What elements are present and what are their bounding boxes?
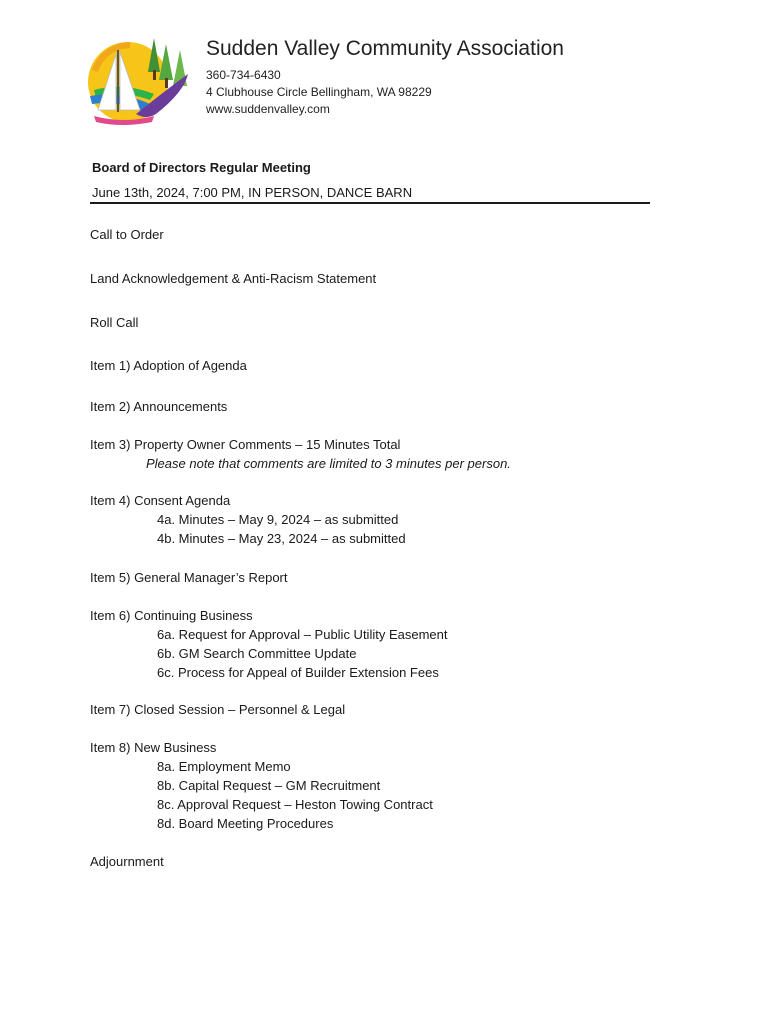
agenda-item-label: Item 6) Continuing Business bbox=[90, 608, 253, 623]
agenda-subitem: 8b. Capital Request – GM Recruitment bbox=[157, 778, 381, 793]
agenda-subitem: 8d. Board Meeting Procedures bbox=[157, 816, 334, 831]
agenda-subitem: 6a. Request for Approval – Public Utility Easement bbox=[157, 627, 448, 642]
agenda-subitem: 6b. GM Search Committee Update bbox=[157, 646, 357, 661]
website-url: www.suddenvalley.com bbox=[206, 102, 330, 116]
agenda-item-label: Item 1) Adoption of Agenda bbox=[90, 358, 247, 373]
agenda-item bbox=[90, 492, 406, 549]
agenda-item bbox=[90, 270, 376, 289]
organization-logo bbox=[84, 34, 194, 128]
agenda-item bbox=[90, 314, 138, 333]
agenda-item bbox=[90, 569, 288, 588]
agenda-item-label: Adjournment bbox=[90, 854, 164, 869]
agenda-item bbox=[90, 436, 511, 474]
meeting-details: June 13th, 2024, 7:00 PM, IN PERSON, DANCE BARN bbox=[92, 185, 413, 200]
agenda-item bbox=[90, 701, 345, 720]
agenda-item-label: Roll Call bbox=[90, 315, 139, 330]
contact-block bbox=[206, 67, 432, 118]
agenda-item-label: Item 7) Closed Session – Personnel & Legal bbox=[90, 702, 346, 717]
meeting-title: Board of Directors Regular Meeting bbox=[92, 160, 311, 175]
phone-number: 360-734-6430 bbox=[206, 68, 281, 82]
agenda-item bbox=[90, 739, 433, 834]
agenda-subitem: 6c. Process for Appeal of Builder Extension Fees bbox=[157, 665, 439, 680]
agenda-subitem: 8a. Employment Memo bbox=[157, 759, 291, 774]
agenda-item-label: Call to Order bbox=[90, 227, 164, 242]
agenda-item bbox=[90, 607, 447, 683]
agenda-item bbox=[90, 357, 247, 376]
agenda-item bbox=[90, 226, 164, 245]
agenda-item-note: Please note that comments are limited to 3 minutes per person. bbox=[146, 456, 511, 471]
agenda-item-label: Item 8) New Business bbox=[90, 740, 217, 755]
agenda-item-label: Land Acknowledgement & Anti-Racism Statement bbox=[90, 271, 377, 286]
street-address: 4 Clubhouse Circle Bellingham, WA 98229 bbox=[206, 85, 432, 99]
organization-name: Sudden Valley Community Association bbox=[206, 37, 564, 60]
header-divider bbox=[90, 202, 650, 204]
agenda-item-label: Item 3) Property Owner Comments – 15 Minutes Total bbox=[90, 437, 401, 452]
agenda-item bbox=[90, 853, 164, 872]
agenda-item-label: Item 4) Consent Agenda bbox=[90, 493, 231, 508]
agenda-subitem: 4a. Minutes – May 9, 2024 – as submitted bbox=[157, 512, 399, 527]
agenda-item bbox=[90, 398, 227, 417]
agenda-subitem: 4b. Minutes – May 23, 2024 – as submitted bbox=[157, 531, 406, 546]
agenda-item-label: Item 2) Announcements bbox=[90, 399, 228, 414]
agenda-item-label: Item 5) General Manager’s Report bbox=[90, 570, 288, 585]
agenda-subitem: 8c. Approval Request – Heston Towing Contract bbox=[157, 797, 433, 812]
